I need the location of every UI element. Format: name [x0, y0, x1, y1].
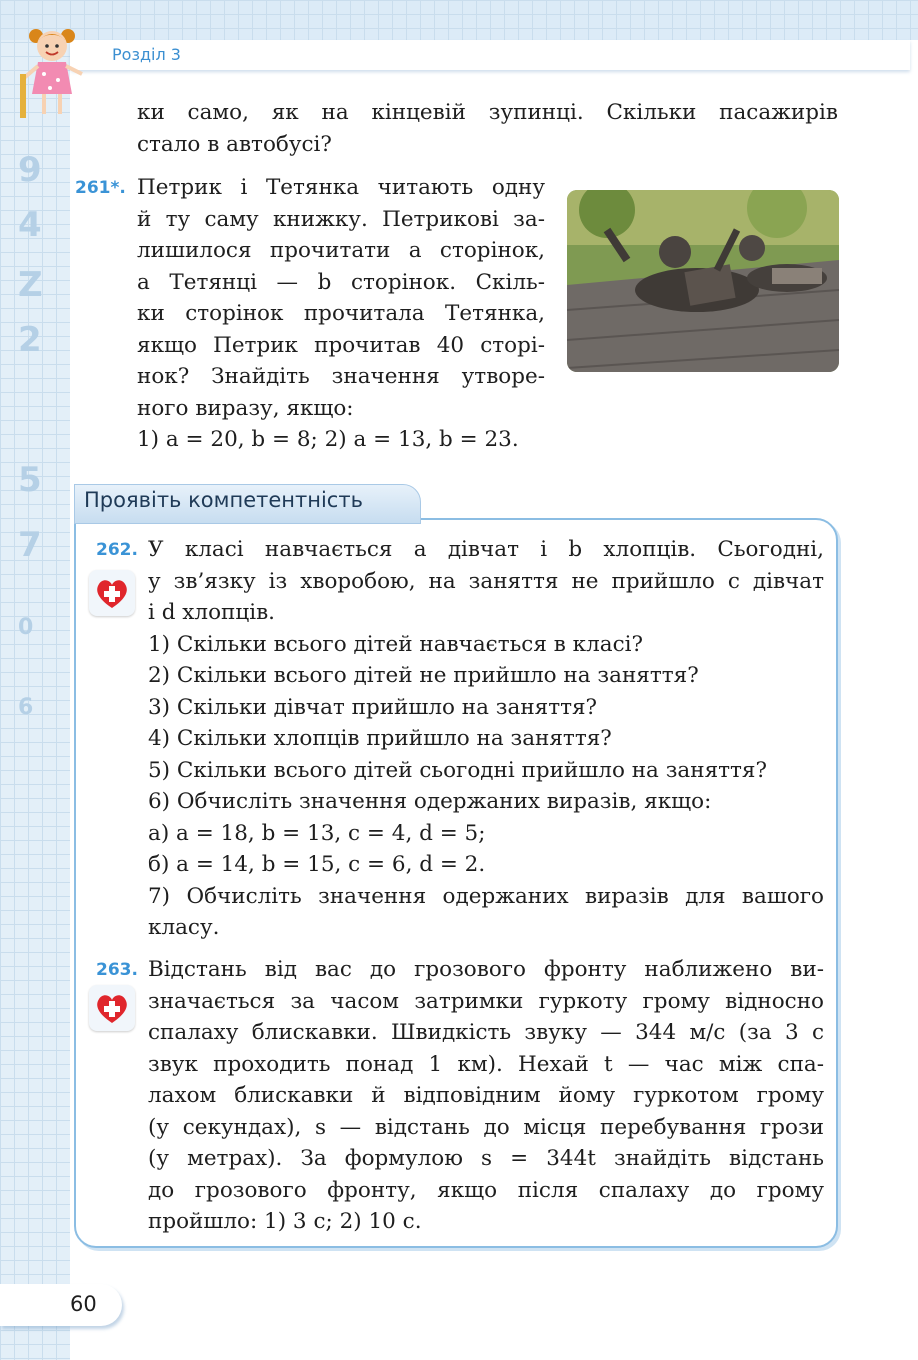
- strip-digit-decoration: 6: [18, 695, 34, 720]
- intro-paragraph: [137, 97, 838, 160]
- problem-262-text: [148, 534, 824, 944]
- text-line: (у метрах). За формулою s = 344t знайдіть відстань: [148, 1146, 824, 1171]
- text-line: ного виразу, якщо:: [137, 395, 354, 421]
- text-line: 1) a = 20, b = 8; 2) a = 13, b = 23.: [137, 427, 519, 452]
- text-line: б) a = 14, b = 15, c = 6, d = 2.: [148, 852, 486, 877]
- section-label: Розділ 3: [112, 45, 181, 64]
- strip-digit-decoration: Z: [18, 265, 43, 305]
- text-line: звук проходить понад 1 км). Нехай t — час між спа-: [148, 1051, 824, 1077]
- text-line: Відстань від вас до грозового фронту наближено ви-: [148, 957, 824, 982]
- text-line: (у секундах), s — відстань до місця перебування грози: [148, 1114, 824, 1140]
- text-line: лахом блискавки й відповідним йому гуркотом грому: [148, 1083, 824, 1108]
- strip-digit-decoration: 5: [18, 460, 42, 500]
- problem-263-text: [148, 954, 824, 1238]
- header-bar: [70, 40, 910, 70]
- text-line: й ту саму книжку. Петрикові за-: [137, 206, 545, 232]
- problem-number-261: 261*.: [75, 178, 126, 198]
- competence-title: Проявіть компетентність: [84, 488, 363, 512]
- text-line: а) a = 18, b = 13, c = 4, d = 5;: [148, 820, 486, 846]
- heart-health-icon: [89, 570, 135, 616]
- strip-digit-decoration: 4: [18, 205, 42, 245]
- text-line: а Тетянці — b сторінок. Скіль-: [137, 269, 545, 295]
- text-line: лишилося прочитати a сторінок,: [137, 238, 545, 263]
- text-line: у зв’язку із хворобою, на заняття не прийшло c дівчат: [148, 568, 824, 594]
- text-line: 7) Обчисліть значення одержаних виразів для вашого: [148, 883, 824, 909]
- text-line: 5) Скільки всього дітей сьогодні прийшло на заняття?: [148, 757, 768, 783]
- text-line: ки сторінок прочитала Тетянка,: [137, 301, 545, 326]
- problem-number-263: 263.: [96, 960, 138, 980]
- text-line: 3) Скільки дівчат прийшло на заняття?: [148, 694, 598, 720]
- text-line: якщо Петрик прочитав 40 сторі-: [137, 332, 545, 358]
- text-line: значається за часом затримки гуркоту грому відносно: [148, 988, 824, 1014]
- text-line: 2) Скільки всього дітей не прийшло на заняття?: [148, 663, 699, 688]
- top-decoration-band: [0, 0, 918, 40]
- text-line: 6) Обчисліть значення одержаних виразів, якщо:: [148, 789, 712, 814]
- text-line: нок? Знайдіть значення утворе-: [137, 364, 545, 389]
- photo-children-reading: [567, 190, 839, 372]
- problem-261-text: [137, 172, 545, 456]
- strip-digit-decoration: 2: [18, 320, 42, 360]
- text-line: і d хлопців.: [148, 600, 276, 625]
- strip-digit-decoration: 0: [18, 615, 34, 640]
- text-line: 4) Скільки хлопців прийшло на заняття?: [148, 726, 612, 751]
- girl-mascot-icon: [14, 22, 92, 122]
- text-line: Петрик і Тетянка читають одну: [137, 175, 545, 200]
- text-line: У класі навчається a дівчат і b хлопців. Сьогодні,: [148, 537, 824, 562]
- heart-health-icon: [89, 985, 135, 1031]
- text-line: пройшло: 1) 3 с; 2) 10 с.: [148, 1209, 422, 1234]
- text-line: стало в автобусі?: [137, 131, 332, 157]
- text-line: спалаху блискавки. Швидкість звуку — 344 м/с (за 3 с: [148, 1020, 824, 1045]
- strip-digit-decoration: 7: [18, 525, 42, 565]
- text-line: ки само, як на кінцевій зупинці. Скільки пасажирів: [137, 100, 838, 125]
- side-decoration-strip: [0, 0, 70, 1360]
- text-line: класу.: [148, 915, 220, 940]
- strip-digit-decoration: 9: [18, 150, 42, 190]
- page-number-tab: [0, 1284, 122, 1326]
- page-number: 60: [70, 1292, 97, 1316]
- text-line: до грозового фронту, якщо після спалаху до грому: [148, 1177, 824, 1203]
- problem-number-262: 262.: [96, 540, 138, 560]
- text-line: 1) Скільки всього дітей навчається в класі?: [148, 631, 644, 657]
